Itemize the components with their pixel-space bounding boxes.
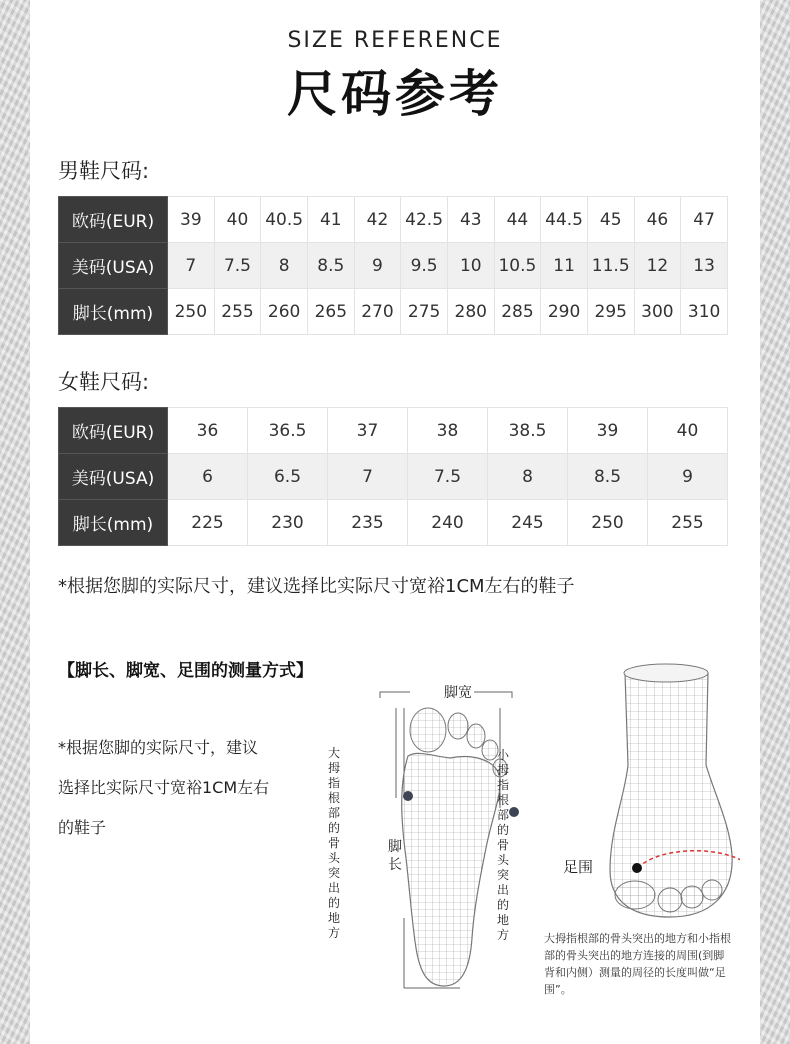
size-cell: 40 [214, 197, 261, 243]
row-header: 美码(USA) [59, 454, 168, 500]
row-header: 脚长(mm) [59, 289, 168, 335]
size-cell: 39 [168, 197, 215, 243]
measurement-method-title: 【脚长、脚宽、足围的测量方式】 [58, 661, 313, 681]
size-cell: 290 [541, 289, 588, 335]
size-cell: 260 [261, 289, 308, 335]
size-cell: 6 [168, 454, 248, 500]
size-cell: 8 [261, 243, 308, 289]
size-cell: 285 [494, 289, 541, 335]
size-cell: 225 [168, 500, 248, 546]
size-cell: 40 [648, 408, 728, 454]
advice-line: 的鞋子 [58, 818, 107, 837]
size-cell: 11 [541, 243, 588, 289]
men-size-title: 男鞋尺码: [58, 159, 150, 183]
size-cell: 7.5 [214, 243, 261, 289]
title-english: SIZE REFERENCE [287, 28, 503, 53]
size-cell: 36.5 [248, 408, 328, 454]
size-cell: 38 [408, 408, 488, 454]
size-cell: 9 [648, 454, 728, 500]
size-cell: 300 [634, 289, 681, 335]
background-texture-left [0, 0, 30, 1044]
men-size-table [58, 196, 728, 335]
foot-length-label: 脚长 [388, 839, 402, 873]
men-row-eur [59, 197, 728, 243]
size-cell: 8.5 [568, 454, 648, 500]
size-cell: 44.5 [541, 197, 588, 243]
size-cell: 295 [587, 289, 634, 335]
size-cell: 255 [214, 289, 261, 335]
size-cell: 265 [307, 289, 354, 335]
big-toe-joint-point [403, 791, 413, 801]
girth-point-left [632, 863, 642, 873]
size-cell: 7.5 [408, 454, 488, 500]
size-cell: 8 [488, 454, 568, 500]
foot-girth-illustration [590, 655, 740, 930]
title-chinese: 尺码参考 [287, 65, 503, 123]
size-cell: 11.5 [587, 243, 634, 289]
size-cell: 12 [634, 243, 681, 289]
little-toe-joint-label: 小拇指根部的骨头突出的地方 [496, 748, 509, 942]
size-cell: 10.5 [494, 243, 541, 289]
row-header: 美码(USA) [59, 243, 168, 289]
size-cell: 42 [354, 197, 401, 243]
women-row-mm [59, 500, 728, 546]
big-toe [410, 708, 446, 752]
girth-caption: 大拇指根部的骨头突出的地方和小指根部的骨头突出的地方连接的周围(到脚背和内侧）测量的周径的长度叫做“足围”。 [544, 932, 731, 996]
size-cell: 40.5 [261, 197, 308, 243]
men-row-mm [59, 289, 728, 335]
size-cell: 270 [354, 289, 401, 335]
row-header: 欧码(EUR) [59, 408, 168, 454]
size-reference-page [30, 0, 760, 1044]
width-bracket-right [470, 692, 512, 698]
foot-width-label: 脚宽 [442, 682, 474, 702]
size-cell: 36 [168, 408, 248, 454]
row-header: 脚长(mm) [59, 500, 168, 546]
men-row-usa [59, 243, 728, 289]
size-cell: 46 [634, 197, 681, 243]
size-cell: 41 [307, 197, 354, 243]
women-size-title: 女鞋尺码: [58, 370, 150, 394]
size-cell: 6.5 [248, 454, 328, 500]
width-bracket-left [380, 692, 410, 698]
size-cell: 310 [681, 289, 728, 335]
toe [448, 713, 468, 739]
size-cell: 280 [447, 289, 494, 335]
size-cell: 44 [494, 197, 541, 243]
size-cell: 250 [168, 289, 215, 335]
size-cell: 245 [488, 500, 568, 546]
size-cell: 9 [354, 243, 401, 289]
size-cell: 42.5 [401, 197, 448, 243]
toe [658, 888, 682, 912]
women-row-usa [59, 454, 728, 500]
size-cell: 47 [681, 197, 728, 243]
size-cell: 38.5 [488, 408, 568, 454]
size-cell: 250 [568, 500, 648, 546]
size-cell: 7 [168, 243, 215, 289]
measurement-advice-text [58, 728, 308, 848]
little-toe-joint-point [509, 807, 519, 817]
size-cell: 235 [328, 500, 408, 546]
size-cell: 230 [248, 500, 328, 546]
size-cell: 45 [587, 197, 634, 243]
toe [702, 880, 722, 900]
advice-line: *根据您脚的实际尺寸，建议 [58, 738, 259, 757]
toe [467, 724, 485, 748]
size-cell: 37 [328, 408, 408, 454]
background-texture-right [760, 0, 790, 1044]
row-header: 欧码(EUR) [59, 197, 168, 243]
women-row-eur [59, 408, 728, 454]
foot-leg-outline [610, 665, 732, 917]
toe [681, 886, 703, 908]
size-cell: 9.5 [401, 243, 448, 289]
size-cell: 240 [408, 500, 488, 546]
foot-sole-diagram [320, 678, 520, 1002]
foot-girth-label: 足围 [563, 858, 594, 876]
size-advice-note: *根据您脚的实际尺寸，建议选择比实际尺寸宽裕1CM左右的鞋子 [58, 576, 575, 597]
foot-sole-illustration [320, 678, 520, 998]
women-size-table [58, 407, 728, 546]
size-cell: 43 [447, 197, 494, 243]
size-cell: 275 [401, 289, 448, 335]
size-cell: 255 [648, 500, 728, 546]
size-cell: 13 [681, 243, 728, 289]
size-cell: 39 [568, 408, 648, 454]
size-cell: 7 [328, 454, 408, 500]
big-toe-joint-label: 大拇指根部的骨头突出的地方 [327, 746, 340, 940]
size-cell: 8.5 [307, 243, 354, 289]
big-toe [615, 881, 655, 909]
sole-outline [402, 753, 501, 986]
advice-line: 选择比实际尺寸宽裕1CM左右 [58, 778, 270, 797]
size-cell: 10 [447, 243, 494, 289]
